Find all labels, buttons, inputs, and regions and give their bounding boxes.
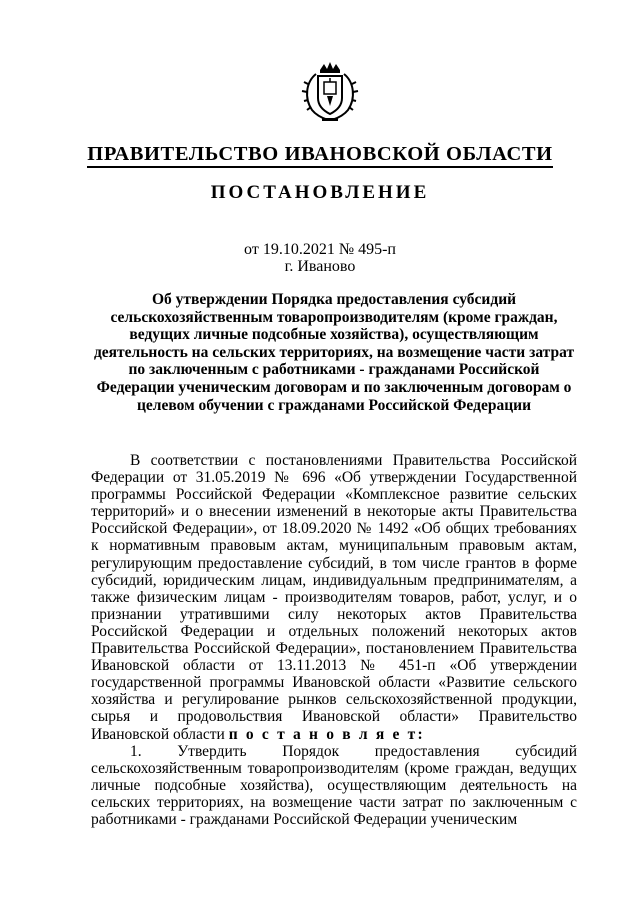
coat-of-arms-icon	[298, 60, 362, 124]
body-paragraph-item-1: 1. Утвердить Порядок предоставления субсидий сельскохозяйственным товаропроизводителям (кроме граждан, ведущих личные подсобные хозяйства), осуществляющим деятельность на сельских территориях, на возмещение части затрат по заключенным с работниками - гражданами Российской Федерации ученическим	[91, 742, 577, 828]
government-name-text: ПРАВИТЕЛЬСТВО ИВАНОВСКОЙ ОБЛАСТИ	[87, 143, 552, 168]
document-subject: Об утверждении Порядка предоставления субсидий сельскохозяйственным товаропроизводителям (кроме граждан, ведущих личные подсобные хозяйства), осуществляющим деятельность на сельских территориях, на возмещение части затрат по заключенным с работниками - гражданами Российской Федерации ученическим договорам и по заключенным договорам о целевом обучении с гражданами Российской Федерации	[93, 291, 575, 414]
body-paragraph	[91, 452, 577, 743]
document-date-number: от 19.10.2021 № 495-п	[244, 241, 396, 258]
document-body	[91, 452, 577, 828]
government-name	[0, 143, 640, 166]
document-type: ПОСТАНОВЛЕНИЕ	[210, 182, 430, 203]
preamble-text: В соответствии с постановлениями Правительства Российской Федерации от 31.05.2019 № 696 «Об утверждении Государственной программы Российской Федерации «Комплексное развитие сельских территорий» и о внесении изменений в некоторые акты Правительства Российской Федерации», от 18.09.2020 № 1492 «Об общих требованиях к нормативным правовым актам, муниципальным правовым актам, регулирующим предоставление субсидий, в том числе грантов в форме субсидий, юридическим лицам, индивидуальным предпринимателям, а также физическим лицам - производителям товаров, работ, услуг, и о признании утратившими силу некоторых актов Правительства Российской Федерации и отдельных положений некоторых актов Правительства Российской Федерации», постановлением Правительства Ивановской области от 13.11.2013 № 451-п «Об утверждении государственной программы Ивановской области «Развитие сельского хозяйства и регулирование рынков сельскохозяйственной продукции, сырья и продовольствия Ивановской области» Правительство Ивановской области	[91, 452, 577, 743]
decree-word: п о с т а н о в л я е т:	[228, 725, 425, 743]
document-city: г. Иваново	[284, 258, 356, 275]
